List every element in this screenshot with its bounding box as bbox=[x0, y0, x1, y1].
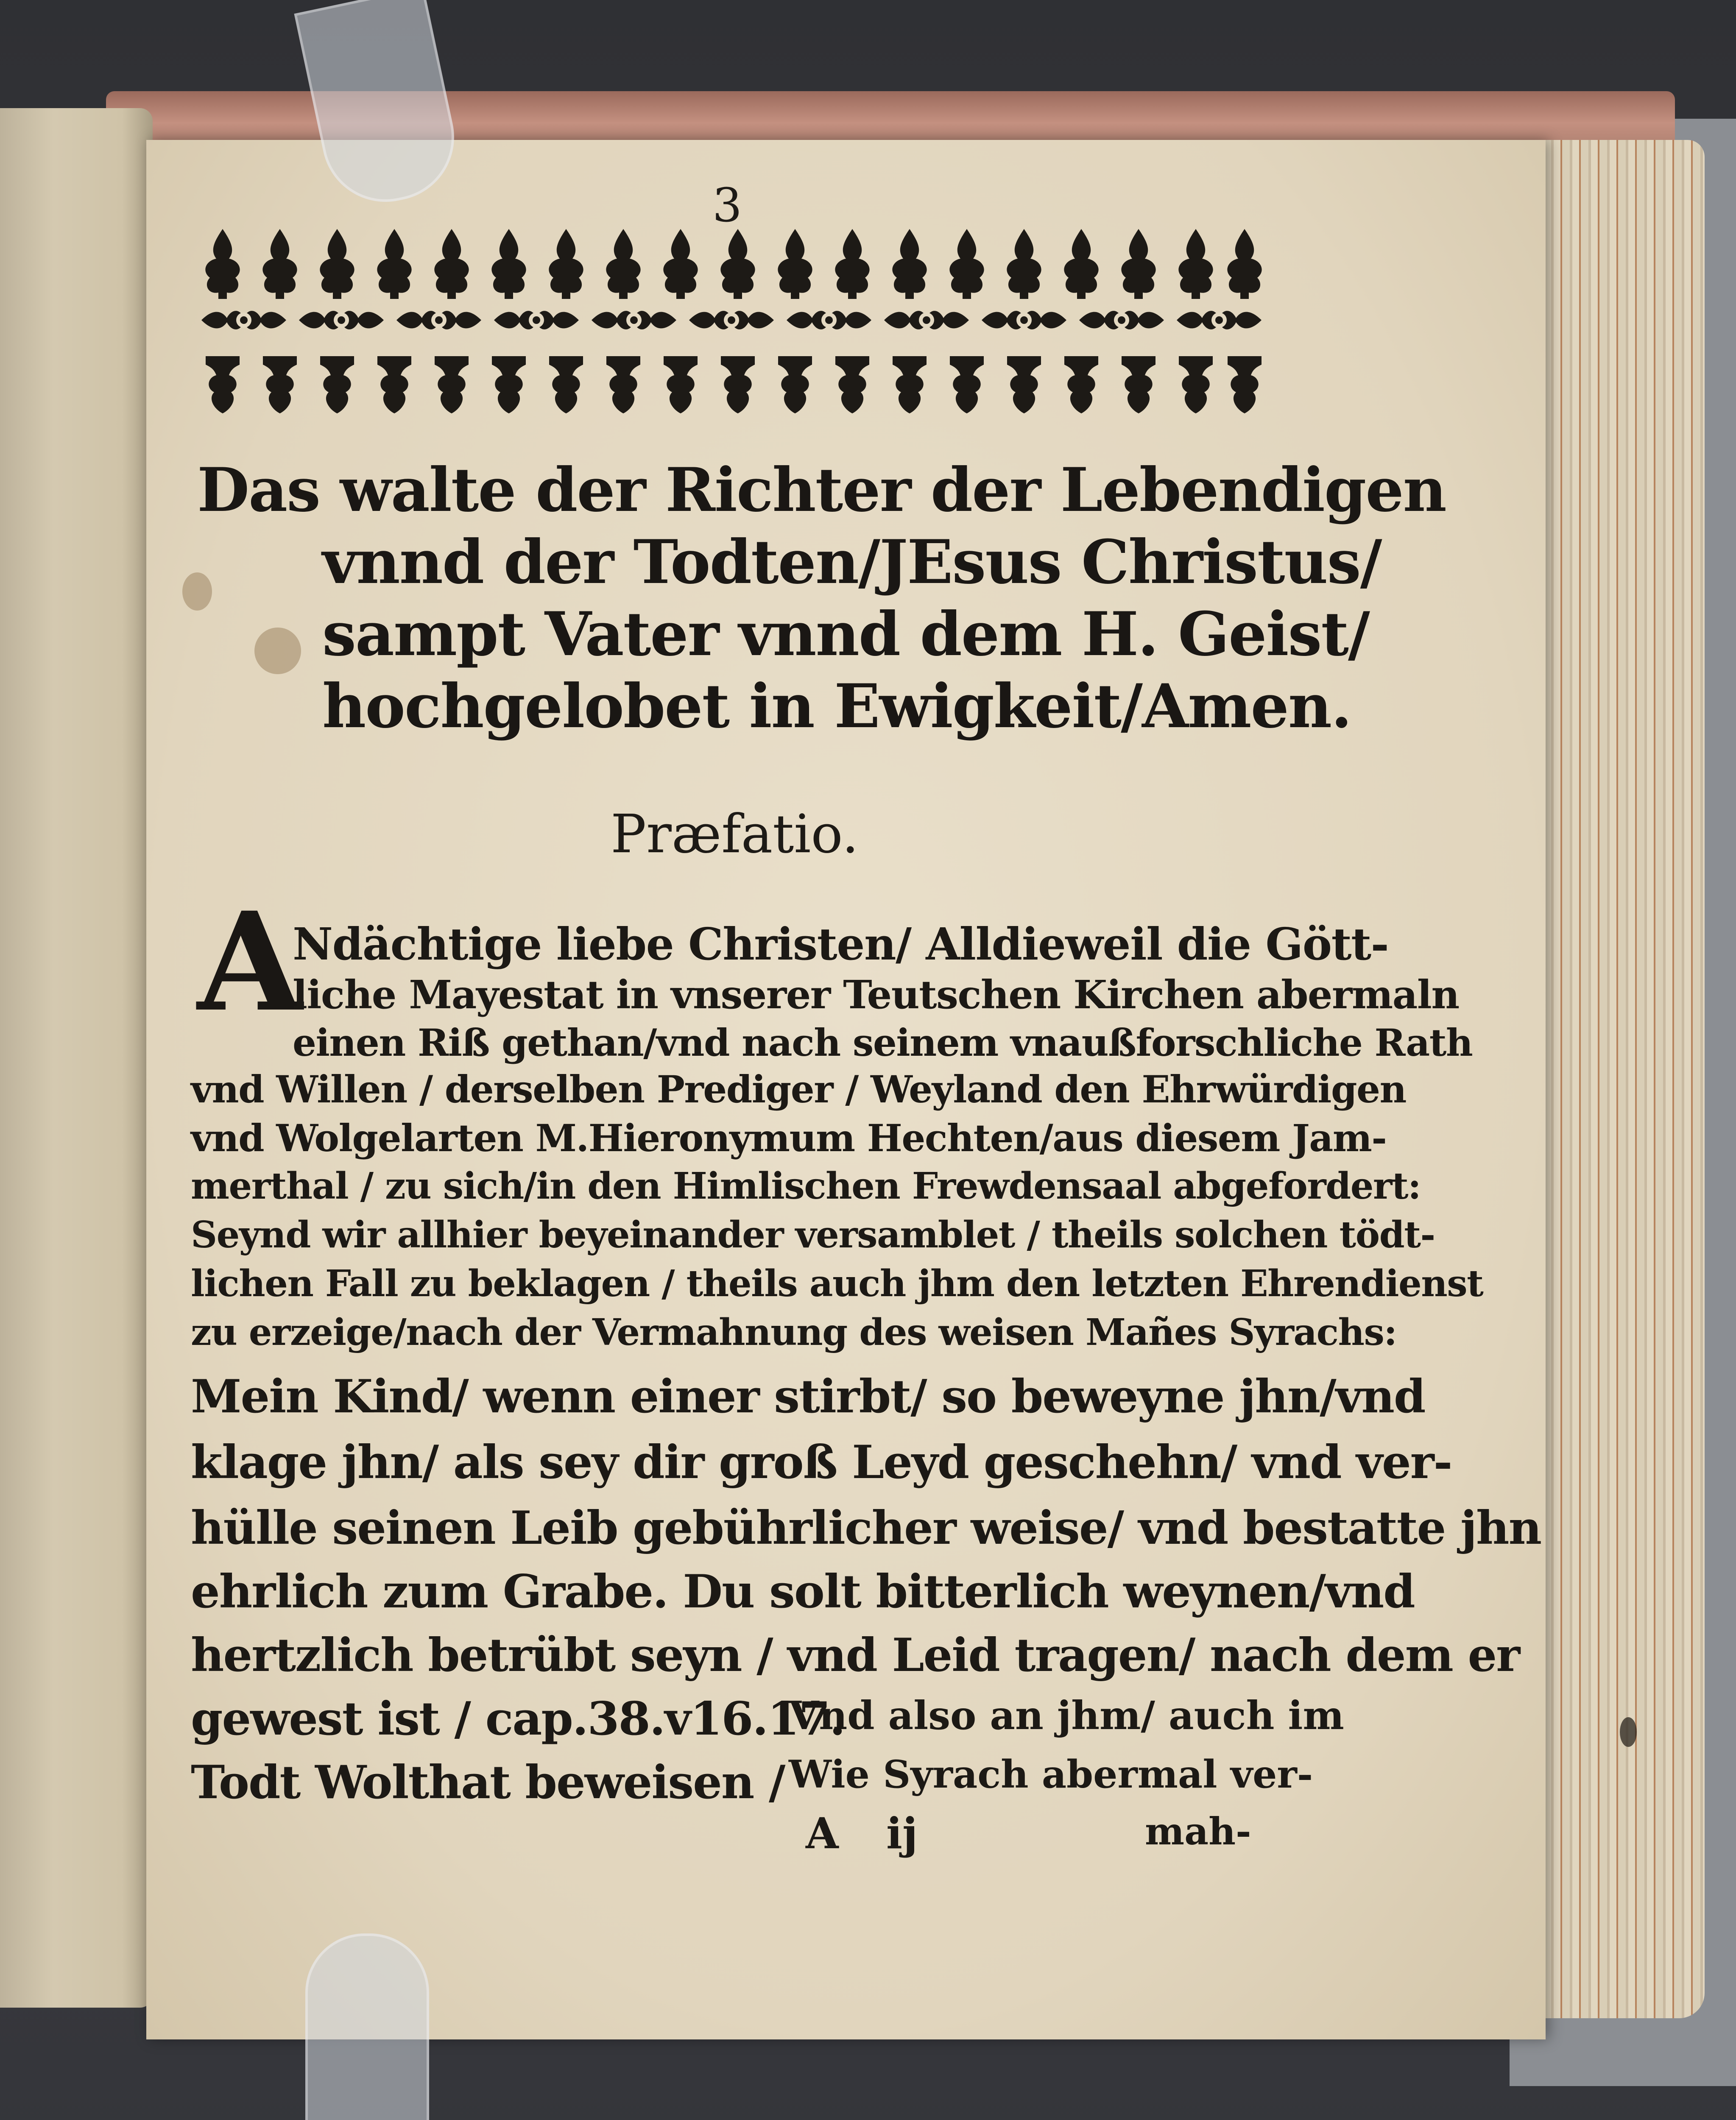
text-line: zu erzeige/nach der Vermahnung des weisen Mañes Syrachs: bbox=[191, 1311, 1397, 1354]
text-line: Todt Wolthat beweisen / bbox=[191, 1756, 785, 1809]
text-line: einen Riß gethan/vnd nach seinem vnaußforschliche Rath bbox=[293, 1021, 1473, 1065]
signature-mark: ij bbox=[886, 1808, 918, 1858]
text-line: ehrlich zum Grabe. Du solt bitterlich weynen/vnd bbox=[191, 1565, 1415, 1618]
text-line: hertzlich betrübt seyn / vnd Leid tragen/ nach dem er bbox=[191, 1629, 1520, 1682]
catchword: mah- bbox=[1145, 1809, 1251, 1853]
section-title: Præfatio. bbox=[611, 803, 859, 865]
text-line: hülle seinen Leib gebührlicher weise/ vnd bestatte jhn bbox=[191, 1501, 1541, 1555]
text-line: Vnd also an jhm/ auch im bbox=[789, 1693, 1344, 1738]
drop-cap-initial: A bbox=[197, 883, 303, 1042]
paper-stain bbox=[254, 628, 301, 674]
text-line: Seynd wir allhier beyeinander versamblet / theils solchen tödt- bbox=[191, 1213, 1435, 1256]
heading-line: hochgelobet in Ewigkeit/Amen. bbox=[322, 671, 1351, 742]
text-line: vnd Wolgelarten M.Hieronymum Hechten/aus diesem Jam- bbox=[191, 1116, 1387, 1160]
paper-stain bbox=[1620, 1717, 1637, 1747]
text-line: klage jhn/ als sey dir groß Leyd geschehn/ vnd ver- bbox=[191, 1436, 1452, 1489]
left-page-edge bbox=[0, 108, 153, 2008]
text-line: gewest ist / cap.38.v16.17. bbox=[191, 1692, 845, 1746]
text-line: merthal / zu sich/in den Himlischen Frewdensaal abgefordert: bbox=[191, 1165, 1421, 1208]
clear-page-holder bbox=[305, 1933, 429, 2120]
text-line: liche Mayestat in vnserer Teutschen Kirchen abermaln bbox=[293, 972, 1459, 1018]
heading-line: Das walte der Richter der Lebendigen bbox=[197, 455, 1446, 525]
page-number: 3 bbox=[712, 178, 742, 232]
decorative-headpiece-ornament bbox=[197, 225, 1270, 424]
paper-stain bbox=[182, 572, 212, 611]
text-line: lichen Fall zu beklagen / theils auch jhm den letzten Ehrendienst bbox=[191, 1262, 1483, 1305]
text-line: Ndächtige liebe Christen/ Alldieweil die Gött- bbox=[293, 918, 1389, 970]
text-line: Mein Kind/ wenn einer stirbt/ so beweyne jhn/vnd bbox=[191, 1370, 1425, 1423]
heading-line: vnnd der Todten/JEsus Christus/ bbox=[322, 527, 1382, 597]
signature-mark: A bbox=[806, 1808, 839, 1858]
text-line: vnd Willen / derselben Prediger / Weyland den Ehrwürdigen bbox=[191, 1067, 1406, 1111]
heading-line: sampt Vater vnnd dem H. Geist/ bbox=[322, 599, 1369, 669]
text-line: Wie Syrach abermal ver- bbox=[789, 1752, 1313, 1797]
